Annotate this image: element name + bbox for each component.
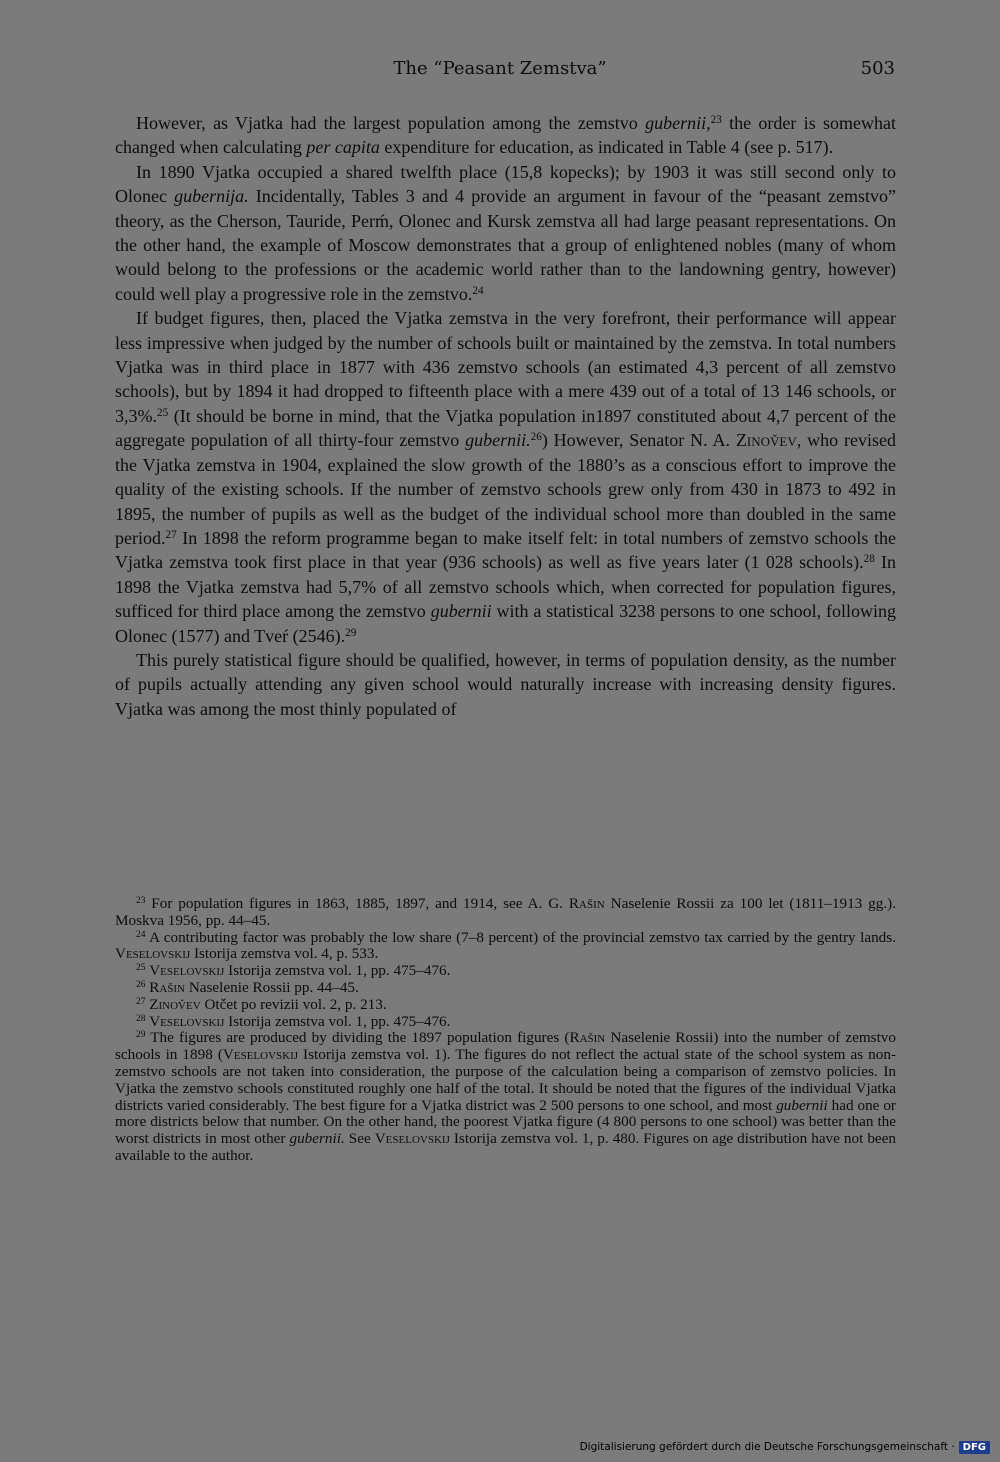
running-title: The “Peasant Zemstva” (393, 58, 607, 79)
footnote-27: $^{27}$ Zinov̌ev Otčet po revizii vol. 2, p. 213. (136, 995, 387, 1013)
main-text (115, 111, 896, 721)
digitization-footer (580, 1438, 990, 1456)
footnote-ref-26: 26 (530, 431, 542, 444)
footnote-23: $^{23}$ For population figures in 1863, 1885, 1897, and 1914, see A. G. Rašin Naselenie Rossii za 100 let (1811–1913 gg.). Moskva 1956, pp. 44–45. (115, 895, 896, 929)
dfg-logo: DFG (959, 1441, 990, 1454)
running-header (0, 57, 1000, 83)
footnote-26: $^{26}$ Rašin Naselenie Rossii pp. 44–45. (136, 978, 359, 996)
footnote-ref-23: 23 (710, 113, 722, 126)
paragraph-3: If budget figures, then, placed the Vjatka zemstva in the very forefront, their performance will appear less impressive when judged by the number of schools built or maintained by the zemstva. In total numbers Vjatka was in third place in 1877 with 436 zemstvo schools (an estimated 4,3 percent of all zemstvo schools), but by 1894 it had dropped to fifteenth place with a mere 439 out of a total of 13 146 schools, or 3,3%.$^{25}$ (It should be borne in mind, that the Vjatka population in1897 constituted about 4,7 percent of the aggregate population of all thirty-four zemstvo gubernii.$^{26}$) However, Senator N. A. Zinov̌ev, who revised the Vjatka zemstva in 1904, explained the slow growth of the 1880’s as a conscious effort to improve the quality of the existing schools. If the number of zemstvo schools grew only from 430 in 1873 to 492 in 1895, the number of pupils as well as the budget of the individual school more than doubled in the same period.$^{27}$ In 1898 the reform programme began to make itself felt: in total numbers of zemstvo schools the Vjatka zemstva took first place in that year (936 schools) as well as five years later (1 028 schools).$^{28}$ In 1898 the Vjatka zemstva had 5,7% of all zemstvo schools which, when corrected for population figures, sufficed for third place among the zemstvo gubernii with a statistical 3238 persons to one school, following Olonec (1577) and Tveŕ (2546).$^{29}$ (115, 308, 896, 646)
footnote-28: $^{28}$ Veselovskij Istorija zemstva vol. 1, pp. 475–476. (136, 1012, 451, 1030)
footnote-ref-28: 28 (863, 553, 875, 566)
footnote-29: $^{29}$ The figures are produced by dividing the 1897 population figures (Rašin Naselenie Rossii) into the number of zemstvo schools in 1898 (Veselovskij Istorija zemstva vol. 1). The figures do not reflect the actual state of the school system as non-zemstvo schools are not taken into consideration, the purpose of the calculation being a comparison of zemstvo policies. In Vjatka the zemstvo schools constituted roughly one half of the total. It should be noted that the figures of the individual Vjatka districts varied considerably. The best figure for a Vjatka district was 2 500 persons to one school, and most gubernii had one or more districts below that number. On the other hand, the poorest Vjatka figure (4 800 persons to one school) was better than the worst districts in most other gubernii. See Veselovskij Istorija zemstva vol. 1, p. 480. Figures on age distribution have not been available to the author. (115, 1029, 897, 1164)
footnote-ref-25: 25 (157, 406, 169, 419)
footnote-25: $^{25}$ Veselovskij Istorija zemstva vol. 1, pp. 475–476. (136, 962, 451, 980)
footer-credit: Digitalisierung gefördert durch die Deutsche Forschungsgemeinschaft · (579, 1441, 955, 1453)
footnote-24: $^{24}$ A contributing factor was probably the low share (7–8 percent) of the provincial zemstvo tax carried by the gentry lands. Veselovskij Istorija zemstva vol. 4, p. 533. (115, 928, 896, 963)
paragraph-4: This purely statistical figure should be qualified, however, in terms of population density, as the number of pupils actually attending any given school would naturally increase with increasing density figures. Vjatka was among the most thinly populated of (115, 649, 896, 719)
footnote-ref-27: 27 (165, 528, 177, 541)
page-number: 503 (860, 58, 895, 79)
footnotes (115, 896, 896, 1165)
paragraph-2: In 1890 Vjatka occupied a shared twelfth place (15,8 kopecks); by 1903 it was still second only to Olonec gubernija. Incidentally, Tables 3 and 4 provide an argument in favour of the “peasant zemstvo” theory, as the Cherson, Tauride, Perḿ, Olonec and Kursk zemstva all had large peasant representations. On the other hand, the example of Moscow demonstrates that a group of enlightened nobles (many of whom would belong to the professions or the academic world rather than to the landowning gentry, however) could well play a progressive role in the zemstvo.$^{24}$ (115, 161, 896, 304)
paragraph-1: However, as Vjatka had the largest population among the zemstvo gubernii,$^{23}$ the order is somewhat changed when calculating per capita expenditure for education, as indicated in Table 4 (see p. 517). (115, 113, 896, 158)
footnote-ref-29: 29 (345, 626, 357, 639)
footnote-ref-24: 24 (472, 284, 484, 297)
